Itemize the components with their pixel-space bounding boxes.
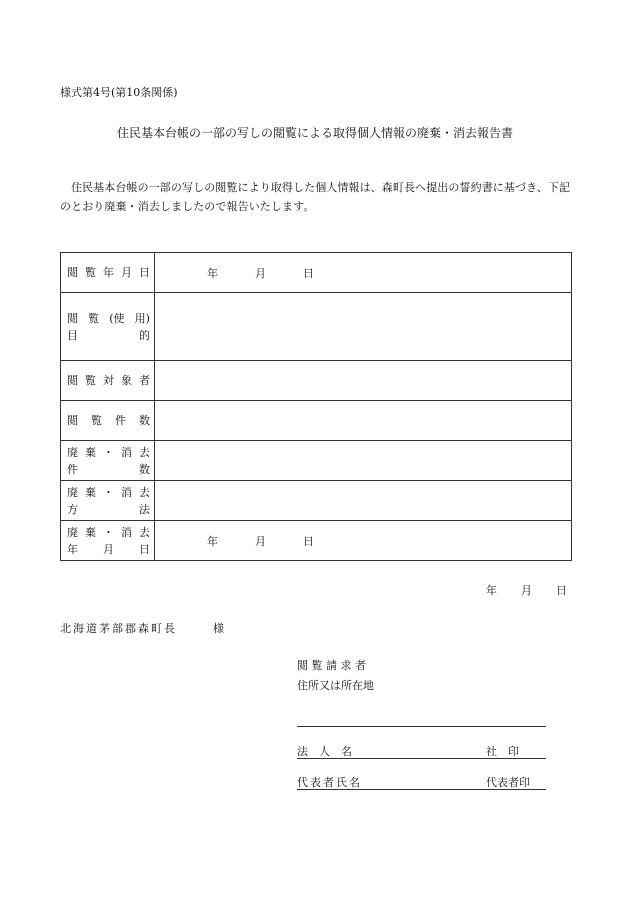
row-label-line: [67, 501, 150, 518]
row-label-char: 廃: [67, 485, 78, 499]
date-part-label: 日: [303, 266, 314, 280]
representative-seal-label: 代表者印: [486, 776, 530, 789]
entry-cell[interactable]: [155, 293, 572, 361]
date-part-label: 年: [207, 534, 218, 548]
date-part-label: 年: [207, 266, 218, 280]
row-label-char: 目: [67, 328, 78, 342]
row-label-char: 閲: [67, 311, 78, 325]
entry-cell[interactable]: [155, 441, 572, 481]
row-label-line: [67, 484, 150, 501]
report-table: [60, 252, 572, 561]
row-label-char: 消: [121, 525, 132, 539]
row-label-char: 覧: [91, 414, 102, 427]
date-part-label: 月: [255, 534, 266, 548]
addressee-name: 北海道茅部郡森町長: [60, 622, 177, 635]
row-label: [61, 293, 155, 361]
row-label-char: 月: [121, 266, 132, 279]
row-label-char: 月: [103, 542, 114, 556]
row-label-char: 覧: [88, 311, 100, 325]
row-label: [61, 521, 155, 561]
row-label-char: 者: [139, 374, 150, 387]
row-label: [61, 481, 155, 521]
body-paragraph: 住民基本台帳の一部の写しの閲覧により取得した個人情報は、森町長へ提出の誓約書に基づき、下記のとおり廃棄・消去しましたので報告いたします。: [60, 181, 571, 213]
row-label-char: 年: [67, 542, 78, 556]
form-number: 様式第4号(第10条関係): [60, 86, 178, 99]
row-label-line: [67, 310, 150, 327]
row-label-line: [67, 524, 150, 541]
requester-heading: 閲 覧 請 求 者: [297, 659, 366, 672]
row-label-char: 日: [139, 266, 150, 279]
row-label-char: 棄: [85, 525, 96, 539]
row-label: [61, 253, 155, 293]
row-label-char: (使: [109, 311, 125, 325]
row-label-char: ・: [103, 445, 114, 459]
row-label: [61, 361, 155, 401]
row-label-char: 数: [139, 414, 150, 427]
representative-name-line: [297, 789, 546, 790]
corporation-seal-label: 社 印: [486, 745, 519, 758]
row-label-char: ・: [103, 485, 114, 499]
row-label-char: 的: [139, 328, 150, 342]
row-label-char: 覧: [85, 266, 96, 279]
row-label: [61, 441, 155, 481]
row-label: [61, 401, 155, 441]
entry-cell[interactable]: [155, 401, 572, 441]
row-label-char: 日: [139, 542, 150, 556]
row-label-char: ・: [103, 525, 114, 539]
table-row: [61, 253, 572, 293]
row-label-char: 方: [67, 502, 78, 516]
submit-month-label: 月: [521, 584, 532, 597]
row-label-char: 去: [139, 525, 150, 539]
row-label-char: 用): [134, 311, 150, 325]
table-row: [61, 293, 572, 361]
row-label-char: 閲: [67, 414, 78, 427]
table-row: [61, 441, 572, 481]
row-label-char: 去: [139, 445, 150, 459]
row-label-char: 件: [115, 414, 126, 427]
row-label-line: [67, 372, 150, 389]
table-row: [61, 401, 572, 441]
addressee: [60, 620, 224, 636]
row-label-line: [67, 264, 150, 281]
row-label-line: [67, 461, 150, 478]
row-label-line: [67, 412, 150, 429]
row-label-line: [67, 541, 150, 558]
date-entry-cell[interactable]: [155, 253, 572, 293]
row-label-char: 閲: [67, 374, 78, 387]
table-row: [61, 521, 572, 561]
submission-date: [486, 582, 567, 598]
row-label-char: 数: [139, 462, 150, 476]
row-label-char: 消: [121, 445, 132, 459]
requester-address-label: 住所又は所在地: [297, 679, 374, 692]
row-label-char: 棄: [85, 445, 96, 459]
row-label-char: 年: [103, 266, 114, 279]
row-label-line: [67, 444, 150, 461]
row-label-char: 去: [139, 485, 150, 499]
representative-name-label: 代表者氏名: [297, 776, 362, 789]
row-label-char: 消: [121, 485, 132, 499]
row-label-char: 廃: [67, 525, 78, 539]
entry-cell[interactable]: [155, 361, 572, 401]
table-row: [61, 481, 572, 521]
date-part-label: 月: [255, 266, 266, 280]
date-part-label: 日: [303, 534, 314, 548]
corporation-name-label: 法 人 名: [297, 745, 352, 758]
corporation-name-line: [297, 758, 546, 759]
row-label-char: 法: [139, 502, 150, 516]
submit-year-label: 年: [486, 584, 497, 597]
row-label-char: 廃: [67, 445, 78, 459]
submit-day-label: 日: [556, 584, 567, 597]
date-entry-cell[interactable]: [155, 521, 572, 561]
date-placeholder: [155, 265, 571, 281]
row-label-char: 対: [103, 374, 114, 387]
row-label-line: [67, 327, 150, 344]
document-title: 住民基本台帳の一部の写しの閲覧による取得個人情報の廃棄・消去報告書: [116, 126, 513, 140]
table-row: [61, 361, 572, 401]
row-label-char: 象: [121, 374, 132, 387]
entry-cell[interactable]: [155, 481, 572, 521]
row-label-char: 覧: [85, 374, 96, 387]
addressee-honorific: 様: [213, 622, 224, 635]
date-placeholder: [155, 533, 571, 549]
address-signature-line: [297, 726, 546, 727]
row-label-char: 件: [67, 462, 78, 476]
row-label-char: 棄: [85, 485, 96, 499]
row-label-char: 閲: [67, 266, 78, 279]
